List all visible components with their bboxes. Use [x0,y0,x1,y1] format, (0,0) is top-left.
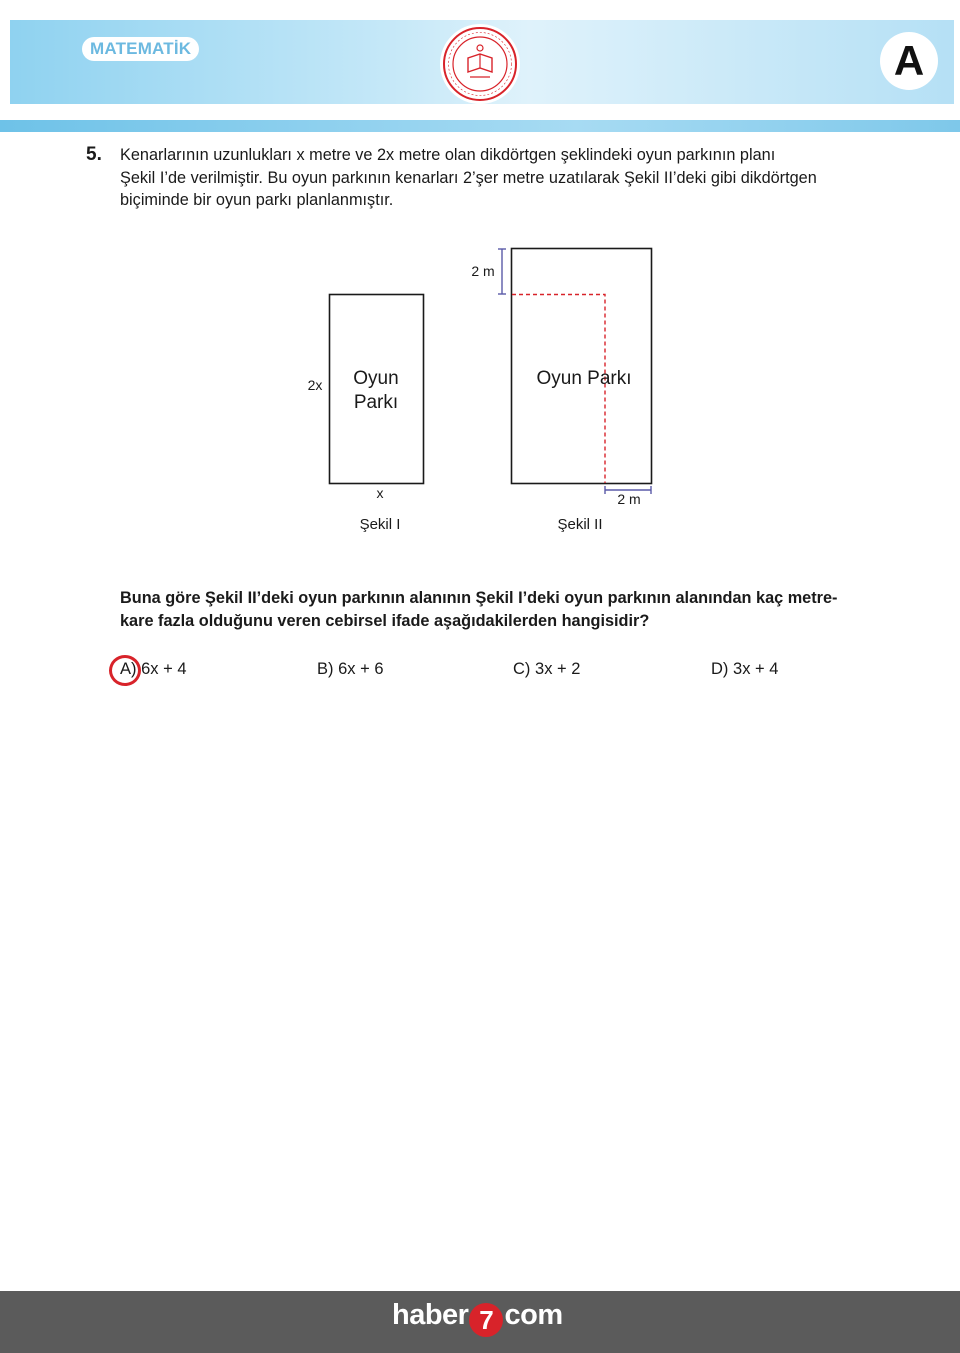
site-logo[interactable] [392,1299,563,1343]
fig1-label-line2: Parkı [353,392,399,413]
option-b[interactable] [317,660,384,679]
option-d[interactable] [711,660,778,679]
question-figure [0,0,960,560]
option-letter: C) [513,660,531,678]
fig2-top-ext-label: 2 m [471,263,495,279]
fig2-caption: Şekil II [557,516,603,533]
option-letter: A) [120,660,137,678]
option-c[interactable] [513,660,580,679]
option-letter: B) [317,660,334,678]
fig2-label: Oyun Parkı [536,368,632,389]
subject-label: MATEMATİK [82,37,199,61]
question-text-line: Kenarlarının uzunlukları x metre ve 2x metre olan dikdörtgen şeklindeki oyun parkının planı [120,146,776,164]
logo-suffix: com [504,1299,563,1331]
booklet-type-badge: A [880,32,938,90]
option-value: 3x + 2 [535,660,581,678]
fig1-bottom-label: x [376,485,384,501]
question-prompt-line: Buna göre Şekil II’deki oyun parkının alanının Şekil I’deki oyun parkının alanından kaç metre- [120,589,838,607]
fig1-side-label: 2x [307,377,323,393]
fig1-label-line1: Oyun [353,368,399,389]
fig2-rectangle [512,249,652,484]
question-prompt [120,587,910,632]
option-value: 6x + 6 [338,660,384,678]
option-value: 6x + 4 [141,660,187,678]
fig1-rectangle [330,295,424,484]
logo-number-badge: 7 [469,1303,503,1337]
option-value: 3x + 4 [733,660,779,678]
question-number: 5. [86,144,102,165]
selected-answer-mark [109,655,141,686]
question-text-line: biçiminde bir oyun parkı planlanmıştır. [120,191,394,209]
logo-prefix: haber [392,1299,469,1331]
fig2-right-ext-label: 2 m [617,491,641,507]
option-letter: D) [711,660,729,678]
question-text-line: Şekil I’de verilmiştir. Bu oyun parkının kenarları 2’şer metre uzatılarak Şekil II’deki gibi dikdörtgen [120,168,817,187]
question-prompt-line: kare fazla olduğunu veren cebirsel ifade aşağıdakilerden hangisidir? [120,611,650,630]
fig1-caption: Şekil I [359,516,401,533]
